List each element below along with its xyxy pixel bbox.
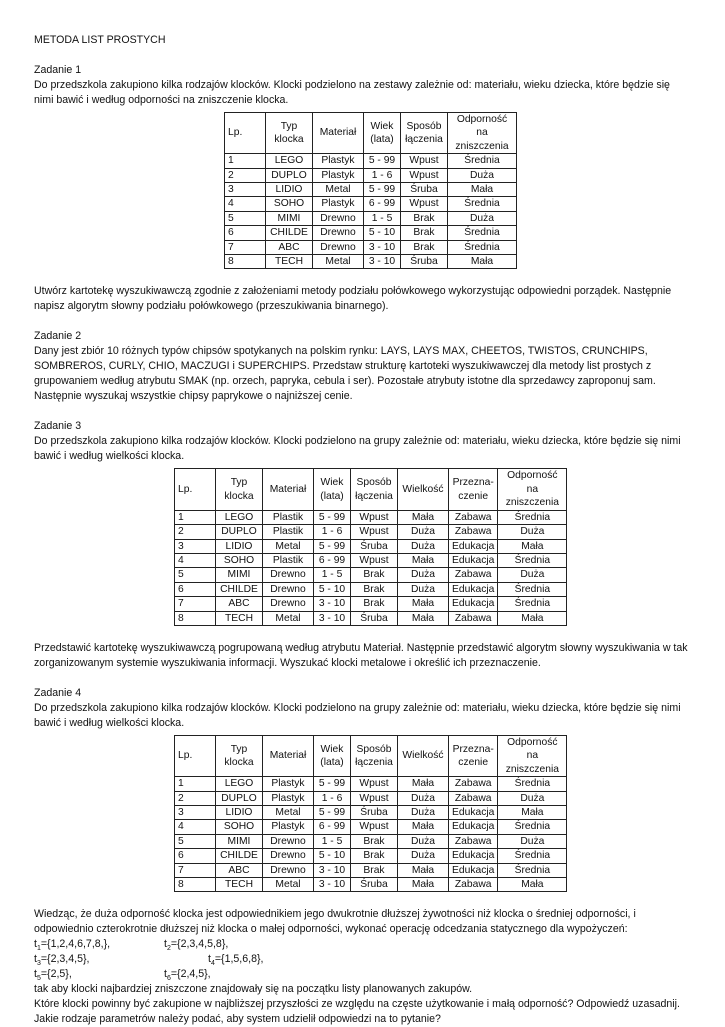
table-cell: Metal: [313, 255, 364, 269]
table-cell: Średnia: [498, 510, 567, 524]
table-cell: 4: [175, 553, 216, 567]
task1-instructions: Utwórz kartotekę wyszukiwawczą zgodnie z założeniami metody podziału połówkowego wykorzystując odpowiedni porządek. Następnie napisz algorytm słowny podziału połówkowego (przeszukiwania binarnego).: [34, 285, 672, 313]
table-cell: LEGO: [266, 154, 313, 168]
table-cell: Metal: [313, 183, 364, 197]
table-row: [175, 597, 567, 611]
table-cell: 3 - 10: [314, 611, 351, 625]
set-t4: $t_4=\{1,5,6,8\}$,: [208, 953, 264, 968]
table-cell: CHILDE: [216, 582, 263, 596]
table-cell: Mała: [448, 255, 517, 269]
table-row: [175, 834, 567, 848]
table-cell: Plastik: [263, 525, 314, 539]
table-cell: Edukacja: [449, 597, 498, 611]
task4-instructions: Wiedząc, że duża odporność klocka jest odpowiednikiem jego dwukrotnie dłuższej żywotności niż klocka o średniej odporności, i odpowiednio czterokrotnie dłuższej niż klocka o małej odporności, wykonać operację odcedzania statycznego dla wypożyczeń:: [34, 908, 636, 936]
table-cell: Drewno: [313, 211, 364, 225]
table-cell: Mała: [398, 611, 449, 625]
table-cell: Zabawa: [449, 525, 498, 539]
table-cell: Zabawa: [449, 568, 498, 582]
table-cell: Średnia: [448, 240, 517, 254]
table-cell: 5 - 10: [314, 849, 351, 863]
table-cell: Plastik: [263, 553, 314, 567]
table-row: [225, 168, 517, 182]
column-header: Odporność na zniszczenia: [498, 735, 567, 776]
column-header: Wiek (lata): [314, 735, 351, 776]
table-cell: 6: [175, 849, 216, 863]
set-t1: $t_1=\{1,2,4,6,7,8,\}$,: [34, 938, 111, 953]
table-row: [175, 582, 567, 596]
table-cell: Duża: [498, 834, 567, 848]
column-header: Typ klocka: [266, 113, 313, 154]
table-row: [175, 777, 567, 791]
table-cell: 3 - 10: [314, 597, 351, 611]
column-header: Materiał: [263, 469, 314, 510]
table-cell: Drewno: [263, 568, 314, 582]
table-cell: Edukacja: [449, 582, 498, 596]
table-cell: Brak: [351, 863, 398, 877]
table-cell: Plastyk: [313, 154, 364, 168]
task4-sets: [34, 937, 689, 997]
table-cell: Metal: [263, 805, 314, 819]
table-cell: Drewno: [263, 863, 314, 877]
table-cell: Brak: [351, 834, 398, 848]
set-t5: $t_5=\{2,5\}$,: [34, 968, 72, 983]
table-row: [175, 849, 567, 863]
table-cell: 8: [175, 611, 216, 625]
table-cell: Edukacja: [449, 863, 498, 877]
table-cell: Średnia: [498, 820, 567, 834]
table-cell: Duża: [398, 582, 449, 596]
table-cell: 7: [175, 597, 216, 611]
table-cell: LIDIO: [216, 805, 263, 819]
column-header: Wiek (lata): [364, 113, 401, 154]
table-cell: Duża: [398, 525, 449, 539]
table-cell: Mała: [498, 539, 567, 553]
column-header: Lp.: [175, 735, 216, 776]
table-cell: Drewno: [313, 240, 364, 254]
table-row: [175, 510, 567, 524]
task1-table: [224, 112, 517, 269]
table-cell: Wpust: [351, 777, 398, 791]
column-header: Lp.: [225, 113, 266, 154]
column-header: Typ klocka: [216, 735, 263, 776]
column-header: Przezna-czenie: [449, 735, 498, 776]
table-cell: 6 - 99: [314, 820, 351, 834]
table-cell: CHILDE: [266, 226, 313, 240]
table-cell: Plastyk: [313, 197, 364, 211]
table-cell: Drewno: [263, 597, 314, 611]
table-cell: Duża: [398, 805, 449, 819]
table-cell: Plastyk: [263, 777, 314, 791]
table-row: [225, 226, 517, 240]
table-cell: Średnia: [498, 777, 567, 791]
table-cell: Średnia: [448, 226, 517, 240]
table-cell: Średnia: [498, 582, 567, 596]
table-cell: 6 - 99: [314, 553, 351, 567]
table-cell: SOHO: [216, 553, 263, 567]
table-cell: MIMI: [216, 834, 263, 848]
task4-table: [174, 735, 567, 892]
table-cell: Edukacja: [449, 849, 498, 863]
table-cell: Brak: [401, 211, 448, 225]
table-cell: Mała: [398, 820, 449, 834]
table-cell: 5 - 99: [314, 777, 351, 791]
table-cell: TECH: [216, 611, 263, 625]
table-row: [225, 154, 517, 168]
table-cell: 1 - 6: [314, 525, 351, 539]
table-cell: DUPLO: [266, 168, 313, 182]
table-cell: Średnia: [498, 863, 567, 877]
table-cell: ABC: [216, 863, 263, 877]
table-cell: Średnia: [448, 154, 517, 168]
table-cell: Wpust: [401, 168, 448, 182]
table-cell: 5 - 10: [314, 582, 351, 596]
column-header: Lp.: [175, 469, 216, 510]
table-cell: 5 - 99: [364, 154, 401, 168]
table-cell: Plastyk: [263, 791, 314, 805]
task2-heading: Zadanie 2: [34, 330, 82, 343]
table-cell: 1 - 6: [364, 168, 401, 182]
column-header: Wielkość: [398, 735, 449, 776]
table-cell: DUPLO: [216, 791, 263, 805]
table-cell: Zabawa: [449, 791, 498, 805]
table-cell: 6: [225, 226, 266, 240]
table-cell: 1 - 5: [314, 568, 351, 582]
table-cell: SOHO: [216, 820, 263, 834]
table-cell: MIMI: [266, 211, 313, 225]
table-cell: 5 - 99: [314, 510, 351, 524]
table-row: [225, 255, 517, 269]
task3-intro: Do przedszkola zakupiono kilka rodzajów klocków. Klocki podzielono na grupy zależnie od: materiału, wieku dziecka, które będzie się nimi bawić i według wielkości klocka.: [34, 435, 681, 463]
table-cell: Śruba: [351, 878, 398, 892]
column-header: Przezna-czenie: [449, 469, 498, 510]
table-cell: Edukacja: [449, 539, 498, 553]
table-cell: Brak: [351, 582, 398, 596]
table-cell: Brak: [351, 597, 398, 611]
column-header: Odporność na zniszczenia: [498, 469, 567, 510]
table-cell: 2: [175, 525, 216, 539]
table-cell: Mała: [398, 863, 449, 877]
table-row: [225, 211, 517, 225]
table-cell: 5: [225, 211, 266, 225]
table-cell: Duża: [398, 834, 449, 848]
table-cell: 3: [175, 805, 216, 819]
table-cell: 3: [175, 539, 216, 553]
table-cell: 7: [225, 240, 266, 254]
task3-table: [174, 468, 567, 625]
task3-heading: Zadanie 3: [34, 420, 82, 433]
table-cell: Mała: [398, 597, 449, 611]
column-header: Typ klocka: [216, 469, 263, 510]
table-cell: 1: [175, 777, 216, 791]
table-cell: SOHO: [266, 197, 313, 211]
table-cell: Wpust: [351, 820, 398, 834]
table-cell: Średnia: [498, 849, 567, 863]
table-cell: Edukacja: [449, 553, 498, 567]
table-cell: 4: [175, 820, 216, 834]
table-row: [175, 525, 567, 539]
table-cell: Metal: [263, 539, 314, 553]
table-cell: Zabawa: [449, 777, 498, 791]
table-cell: 5: [175, 568, 216, 582]
table-cell: Drewno: [313, 226, 364, 240]
table-cell: Średnia: [498, 553, 567, 567]
table-cell: Wpust: [401, 154, 448, 168]
table-cell: 1 - 5: [314, 834, 351, 848]
task2-text: Dany jest zbiór 10 różnych typów chipsów spotykanych na polskim rynku: LAYS, LAYS MAX, CHEETOS, TWISTOS, CRUNCHIPS, SOMBREROS, CURLY, CHIO, MACZUGI i SUPERCHIPS. Przedstaw strukturę kartoteki wyszukiwawczej dla metody list prostych z grupowaniem według atrybutu SMAK (np. orzech, papryka, cebula i ser). Pozostałe atrybuty istotne dla sprzedawcy zaproponuj sam. Następnie wyszukaj wszystkie chipsy paprykowe o najniższej cenie.: [34, 345, 656, 403]
table-cell: 1: [175, 510, 216, 524]
table-cell: Wpust: [401, 197, 448, 211]
table-cell: 3 - 10: [364, 240, 401, 254]
task4-line2: tak aby klocki najbardziej zniszczone znajdowały się na początku listy planowanych zakupów.: [34, 983, 473, 996]
table-cell: ABC: [216, 597, 263, 611]
table-cell: Mała: [448, 183, 517, 197]
table-cell: LIDIO: [266, 183, 313, 197]
table-row: [175, 863, 567, 877]
table-cell: Metal: [263, 611, 314, 625]
table-cell: Śruba: [351, 539, 398, 553]
table-cell: Średnia: [448, 197, 517, 211]
table-cell: 5 - 99: [314, 539, 351, 553]
table-cell: Duża: [398, 568, 449, 582]
table-row: [175, 878, 567, 892]
table-row: [175, 553, 567, 567]
table-cell: Wpust: [351, 791, 398, 805]
table-cell: 3 - 10: [314, 878, 351, 892]
table-cell: Drewno: [263, 849, 314, 863]
table-cell: Zabawa: [449, 611, 498, 625]
table-cell: Plastik: [263, 510, 314, 524]
task1-intro: Do przedszkola zakupiono kilka rodzajów klocków. Klocki podzielono na zestawy zależnie od: materiału, wieku dziecka, które będzie się nimi bawić i według odporności na zniszczenie klocka.: [34, 79, 670, 106]
table-cell: MIMI: [216, 568, 263, 582]
table-cell: LIDIO: [216, 539, 263, 553]
table-cell: ABC: [266, 240, 313, 254]
table-cell: Wpust: [351, 525, 398, 539]
table-cell: Zabawa: [449, 834, 498, 848]
table-cell: Mała: [498, 611, 567, 625]
table-cell: Zabawa: [449, 510, 498, 524]
table-cell: 7: [175, 863, 216, 877]
table-cell: 5 - 99: [364, 183, 401, 197]
table-cell: Drewno: [263, 582, 314, 596]
table-cell: 2: [225, 168, 266, 182]
table-cell: Plastyk: [263, 820, 314, 834]
table-cell: Duża: [498, 525, 567, 539]
set-t2: $t_2=\{2,3,4,5,8\}$,: [164, 938, 229, 953]
table-cell: Zabawa: [449, 878, 498, 892]
table-cell: Śruba: [401, 183, 448, 197]
column-header: Sposób łączenia: [351, 735, 398, 776]
table-cell: 3 - 10: [364, 255, 401, 269]
column-header: Sposób łączenia: [401, 113, 448, 154]
table-cell: Brak: [401, 226, 448, 240]
table-header-row: [175, 735, 567, 776]
table-cell: Wpust: [351, 510, 398, 524]
table-cell: Duża: [448, 211, 517, 225]
table-cell: 6 - 99: [364, 197, 401, 211]
table-cell: Śruba: [401, 255, 448, 269]
table-row: [175, 791, 567, 805]
table-cell: 8: [225, 255, 266, 269]
table-cell: Duża: [398, 849, 449, 863]
table-cell: Śruba: [351, 805, 398, 819]
table-cell: 5 - 99: [314, 805, 351, 819]
table-row: [225, 183, 517, 197]
table-cell: 3 - 10: [314, 863, 351, 877]
table-cell: CHILDE: [216, 849, 263, 863]
table-row: [175, 820, 567, 834]
task4-heading: Zadanie 4: [34, 686, 82, 699]
table-cell: 1 - 6: [314, 791, 351, 805]
table-cell: Metal: [263, 878, 314, 892]
task1-heading: Zadanie 1: [34, 64, 82, 76]
table-row: [225, 197, 517, 211]
table-cell: Duża: [498, 568, 567, 582]
column-header: Materiał: [313, 113, 364, 154]
column-header: Sposób łączenia: [351, 469, 398, 510]
table-cell: 2: [175, 791, 216, 805]
table-cell: Drewno: [263, 834, 314, 848]
table-cell: 5 - 10: [364, 226, 401, 240]
document-page: [34, 33, 689, 1027]
table-cell: Brak: [351, 849, 398, 863]
table-cell: Śruba: [351, 611, 398, 625]
table-cell: Mała: [398, 777, 449, 791]
table-row: [175, 539, 567, 553]
column-header: Wielkość: [398, 469, 449, 510]
table-row: [225, 240, 517, 254]
table-header-row: [225, 113, 517, 154]
table-cell: Duża: [398, 539, 449, 553]
task4-question: Które klocki powinny być zakupione w najbliższej przyszłości ze względu na częste użytkowanie i małą odporność? Odpowiedź uzasadnij. Jakie rodzaje parametrów należy podać, aby system udzielił odpowiedzi na to pytanie?: [34, 998, 680, 1026]
table-cell: Mała: [498, 878, 567, 892]
table-cell: Mała: [398, 553, 449, 567]
task3-instructions: Przedstawić kartotekę wyszukiwawczą pogrupowaną według atrybutu Materiał. Następnie przedstawić algorytm słowny wyszukiwania w tak zorganizowanym systemie wyszukiwania informacji. Wyszukać klocki metalowe i określić ich przeznaczenie.: [34, 641, 688, 669]
table-cell: 1: [225, 154, 266, 168]
table-cell: LEGO: [216, 777, 263, 791]
table-header-row: [175, 469, 567, 510]
table-cell: Mała: [498, 805, 567, 819]
table-cell: 3: [225, 183, 266, 197]
table-cell: DUPLO: [216, 525, 263, 539]
table-cell: 4: [225, 197, 266, 211]
table-cell: 5: [175, 834, 216, 848]
table-cell: Plastyk: [313, 168, 364, 182]
table-cell: Duża: [398, 791, 449, 805]
table-cell: Średnia: [498, 597, 567, 611]
table-cell: Brak: [351, 568, 398, 582]
table-cell: 6: [175, 582, 216, 596]
table-cell: Edukacja: [449, 820, 498, 834]
table-cell: 1 - 5: [364, 211, 401, 225]
table-cell: Brak: [401, 240, 448, 254]
table-cell: Mała: [398, 878, 449, 892]
table-cell: Edukacja: [449, 805, 498, 819]
table-row: [175, 805, 567, 819]
set-t3: $t_3=\{2,3,4,5\}$,: [34, 953, 90, 968]
table-row: [175, 568, 567, 582]
doc-title: METODA LIST PROSTYCH: [34, 34, 166, 46]
table-cell: 8: [175, 878, 216, 892]
table-cell: Duża: [498, 791, 567, 805]
table-cell: TECH: [266, 255, 313, 269]
column-header: Odporność na zniszczenia: [448, 113, 517, 154]
column-header: Materiał: [263, 735, 314, 776]
set-t6: $t_6=\{2,4,5\}$,: [164, 968, 211, 983]
table-cell: Mała: [398, 510, 449, 524]
table-row: [175, 611, 567, 625]
task4-intro: Do przedszkola zakupiono kilka rodzajów klocków. Klocki podzielono na grupy zależnie od: materiału, wieku dziecka, które będzie się nimi bawić i według wielkości klocka.: [34, 701, 681, 729]
table-cell: Duża: [448, 168, 517, 182]
table-cell: TECH: [216, 878, 263, 892]
column-header: Wiek (lata): [314, 469, 351, 510]
table-cell: Wpust: [351, 553, 398, 567]
table-cell: LEGO: [216, 510, 263, 524]
